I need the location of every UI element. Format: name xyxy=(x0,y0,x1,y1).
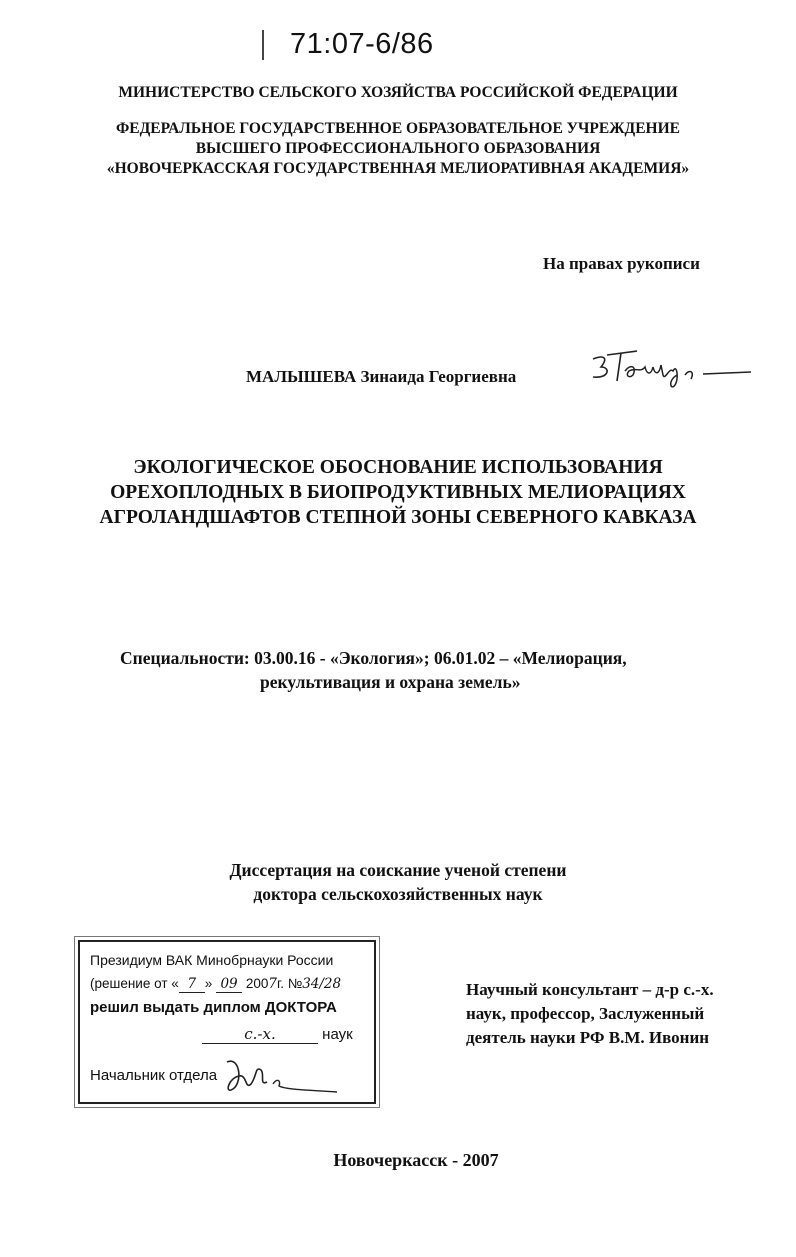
stamp-year-suffix: 7 xyxy=(268,976,277,992)
stamp-presidium: Президиум ВАК Минобрнауки России xyxy=(90,952,334,968)
consultant-line: наук, профессор, Заслуженный xyxy=(466,1004,705,1023)
stamp-field-line xyxy=(202,1025,353,1044)
author-name: МАЛЫШЕВА Зинаида Георгиевна xyxy=(246,367,517,386)
title-line: ЭКОЛОГИЧЕСКОЕ ОБОСНОВАНИЕ ИСПОЛЬЗОВАНИЯ xyxy=(133,457,663,478)
degree-line: доктора сельскохозяйственных наук xyxy=(253,884,543,904)
thesis-title xyxy=(60,455,736,530)
stamp-number: 34/28 xyxy=(302,976,342,992)
institution-line: ФЕДЕРАЛЬНОЕ ГОСУДАРСТВЕННОЕ ОБРАЗОВАТЕЛЬНОЕ УЧРЕЖДЕНИЕ xyxy=(115,120,681,137)
stamp-separator: » xyxy=(204,976,213,991)
stamp-award: решил выдать диплом ДОКТОРА xyxy=(90,999,337,1016)
stamp-field-suffix: наук xyxy=(322,1026,353,1043)
consultant-line: Научный консультант – д-р с.-х. xyxy=(466,980,714,999)
vak-stamp xyxy=(78,940,376,1104)
manuscript-rights-note: На правах рукописи xyxy=(543,254,700,273)
stamp-signature xyxy=(221,1056,341,1096)
title-line: АГРОЛАНДШАФТОВ СТЕПНОЙ ЗОНЫ СЕВЕРНОГО КАВКАЗА xyxy=(99,507,697,528)
document-code: 71:07-6/86 xyxy=(290,28,434,60)
stamp-field: с.-х. xyxy=(202,1025,318,1044)
scientific-consultant xyxy=(466,978,756,1050)
institution-line: ВЫСШЕГО ПРОФЕССИОНАЛЬНОГО ОБРАЗОВАНИЯ xyxy=(195,140,601,157)
stamp-number-label: г. № xyxy=(276,976,303,991)
stamp-decision-line xyxy=(90,976,341,993)
specialty-text xyxy=(120,646,710,694)
title-line: ОРЕХОПЛОДНЫХ В БИОПРОДУКТИВНЫХ МЕЛИОРАЦИЯХ xyxy=(110,482,686,503)
stamp-day: 7 xyxy=(179,976,205,993)
scan-mark xyxy=(262,30,264,60)
degree-line: Диссертация на соискание ученой степени xyxy=(229,860,567,880)
institution-name xyxy=(60,119,736,179)
specialty-line: Специальности: 03.00.16 - «Экология»; 06.01.02 – «Мелиорация, xyxy=(120,648,627,668)
stamp-year-prefix: 200 xyxy=(245,976,269,991)
stamp-decision-prefix: (решение от « xyxy=(90,976,179,991)
city-year: Новочеркасск - 2007 xyxy=(333,1150,499,1170)
specialty-line: рекультивация и охрана земель» xyxy=(260,672,521,692)
author-signature xyxy=(585,345,755,393)
consultant-line: деятель науки РФ В.М. Ивонин xyxy=(466,1028,710,1047)
stamp-month: 09 xyxy=(216,976,242,993)
ministry-name: МИНИСТЕРСТВО СЕЛЬСКОГО ХОЗЯЙСТВА РОССИЙСКОЙ ФЕДЕРАЦИИ xyxy=(118,84,678,101)
stamp-head-line xyxy=(90,1056,341,1096)
degree-statement xyxy=(100,858,696,906)
institution-line: «НОВОЧЕРКАССКАЯ ГОСУДАРСТВЕННАЯ МЕЛИОРАТИВНАЯ АКАДЕМИЯ» xyxy=(106,160,690,177)
stamp-head-label: Начальник отдела xyxy=(90,1067,218,1084)
